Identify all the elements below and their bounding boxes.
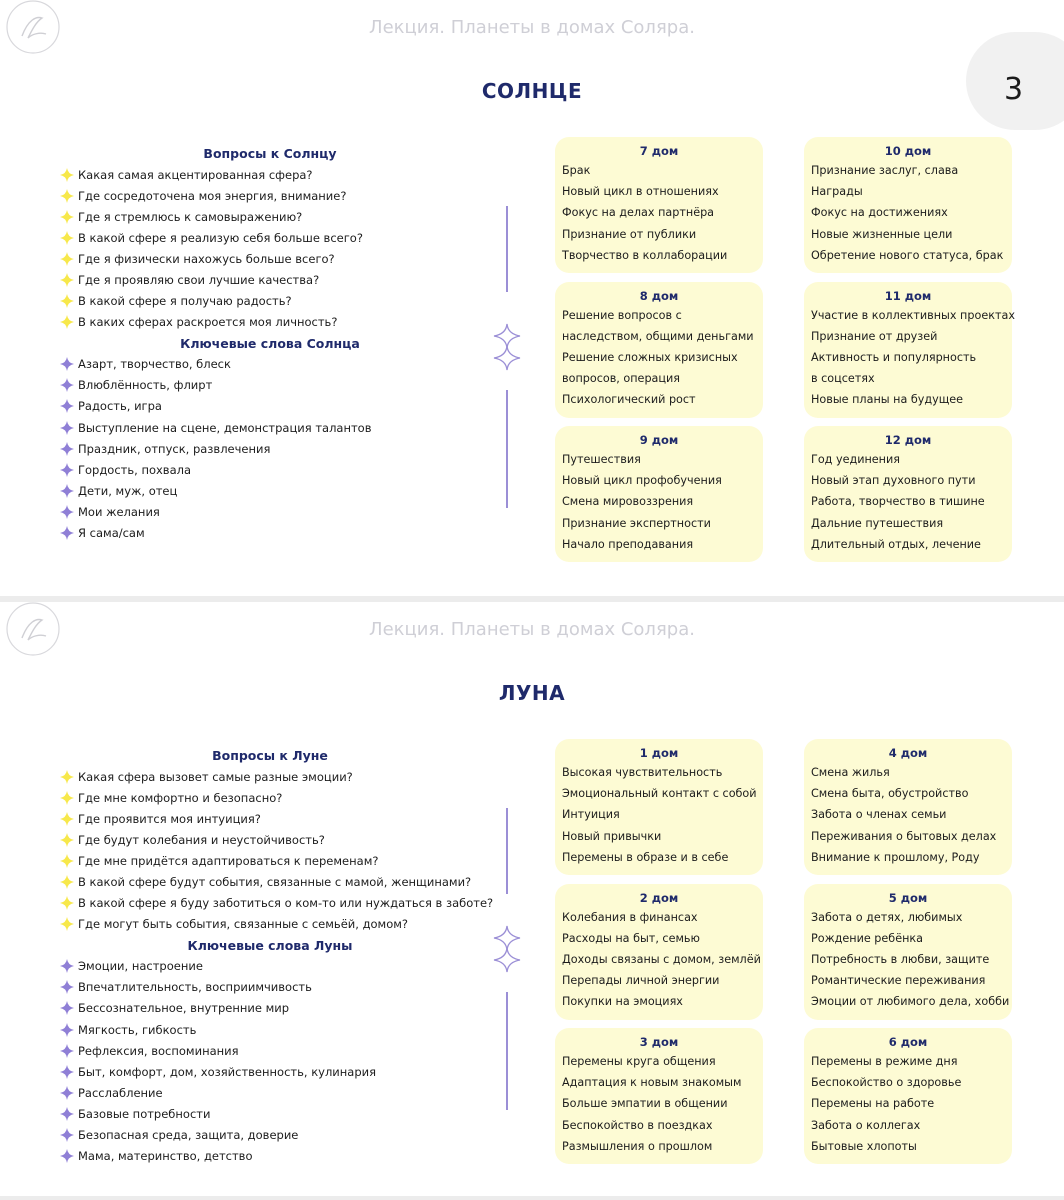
house-item: Доходы связаны с домом, землёй [562,952,761,966]
yellow-sparkle-icon [60,315,74,329]
question-text: В каких сферах раскроется моя личность? [78,315,338,330]
keyword-item [60,956,490,977]
question-item [60,893,494,914]
question-item [60,269,490,290]
page-title: СОЛНЦЕ [481,79,583,103]
keyword-text: Рефлексия, воспоминания [78,1043,239,1058]
keywords-title: Ключевые слова Солнца [180,335,360,351]
house-title: 10 дом [884,144,932,158]
yellow-sparkle-icon [60,770,74,784]
question-item [60,248,490,269]
violet-sparkle-icon [60,1086,74,1100]
question-item [60,164,490,185]
house-item: Дальние путешествия [811,516,944,530]
slide-moon [0,602,1064,1198]
keyword-text: Гордость, похвала [78,462,192,477]
house-item: Рождение ребёнка [811,931,924,945]
house-item: Эмоциональный контакт с собой [562,787,757,801]
house-item: Смена жилья [811,766,890,779]
question-item [60,766,490,787]
question-text: Где я проявляю свои лучшие качества? [78,273,320,288]
keyword-text: Быт, комфорт, дом, хозяйственность, кулинария [78,1064,377,1079]
house-title: 4 дом [888,746,928,760]
keyword-item [60,1103,490,1124]
house-card [804,884,1012,1020]
house-item: вопросов, операция [562,372,681,386]
question-text: Какая самая акцентированная сфера? [78,167,313,182]
slide-sun [0,0,1064,596]
question-text: В какой сфере я реализую себя больше всего? [78,230,363,245]
keywords-list [60,354,490,544]
keyword-item [60,1125,490,1146]
violet-sparkle-icon [60,1023,74,1037]
keyword-text: Эмоции, настроение [78,959,203,974]
question-text: В какой сфере я буду заботиться о ком-то или нуждаться в заботе? [78,896,494,911]
house-item: Новые жизненные цели [811,227,953,241]
house-item: Решение вопросов с [562,308,682,322]
question-item [60,871,490,892]
violet-sparkle-icon [60,484,74,498]
question-item [60,829,490,850]
house-item: Перепады личной энергии [562,974,720,988]
violet-sparkle-icon [60,357,74,371]
violet-sparkle-icon [60,378,74,392]
violet-sparkle-icon [60,442,74,456]
keyword-item [60,977,490,998]
house-item: Признание от друзей [811,329,938,343]
house-item: Перемены в режиме дня [811,1055,958,1068]
keyword-item [60,354,490,375]
house-card [804,137,1012,273]
house-item: Участие в коллективных проектах [811,308,1015,322]
house-item: Забота о членах семьи [811,808,947,822]
divider-line-bottom [506,390,508,508]
question-item [60,808,490,829]
house-card [555,137,763,273]
house-title: 1 дом [639,746,679,760]
house-item: Признание экспертности [562,516,711,530]
house-item: Потребность в любви, защите [811,952,990,966]
keyword-item [60,417,490,438]
question-item [60,227,490,248]
house-item: Новый цикл профобучения [562,474,722,488]
yellow-sparkle-icon [60,896,74,910]
violet-sparkle-icon [60,505,74,519]
keyword-text: Я сама/сам [78,526,145,541]
house-item: Больше эмпатии в общении [562,1097,728,1111]
keyword-item [60,438,490,459]
house-item: Признание заслуг, слава [811,164,959,177]
house-item: Покупки на эмоциях [562,995,683,1009]
questions-and-keywords [60,745,494,1167]
keyword-item [60,1040,490,1061]
violet-sparkle-icon [60,463,74,477]
house-item: Смена мировоззрения [562,495,694,509]
house-item: Награды [811,185,863,199]
house-item: Новый привычки [562,829,662,843]
house-card [555,739,763,875]
question-item [60,291,490,312]
house-item: Бытовые хлопоты [811,1139,917,1153]
keywords-list [60,956,490,1167]
house-title: 11 дом [884,288,932,303]
keywords-title: Ключевые слова Луны [187,937,353,953]
question-item [60,206,490,227]
house-item: в соцсетях [811,372,875,386]
question-text: Где мне комфортно и безопасно? [78,790,283,805]
question-text: Какая сфера вызовет самые разные эмоции? [78,769,353,784]
violet-sparkle-icon [60,959,74,973]
keyword-item [60,523,490,544]
keyword-text: Базовые потребности [78,1106,211,1121]
keyword-item [60,480,490,501]
lecture-header: Лекция. Планеты в домах Соляра. [369,619,695,640]
house-card [804,739,1012,875]
violet-sparkle-icon [60,421,74,435]
double-star-icon [490,924,524,976]
question-text: В какой сфере будут события, связанные с мамой, женщинами? [78,875,472,890]
house-card [804,426,1012,562]
violet-sparkle-icon [60,980,74,994]
question-item [60,787,490,808]
keyword-text: Праздник, отпуск, развлечения [78,441,271,456]
yellow-sparkle-icon [60,791,74,805]
house-item: Внимание к прошлому, Роду [811,850,980,864]
question-text: Где я физически нахожусь больше всего? [78,251,335,266]
violet-sparkle-icon [60,399,74,413]
keyword-text: Впечатлительность, восприимчивость [78,980,312,995]
violet-sparkle-icon [60,1065,74,1079]
question-text: Где мне придётся адаптироваться к переменам? [78,853,379,868]
keyword-text: Выступление на сцене, демонстрация талантов [78,420,372,435]
keyword-text: Азарт, творчество, блеск [78,357,231,372]
keyword-item [60,1019,490,1040]
question-text: В какой сфере я получаю радость? [78,294,292,309]
violet-sparkle-icon [60,1044,74,1058]
house-item: Творчество в коллаборации [562,248,728,262]
question-text: Где я стремлюсь к самовыражению? [78,209,303,224]
house-title: 8 дом [639,288,679,303]
questions-title: Вопросы к Луне [212,748,328,763]
divider-line-bottom [506,992,508,1110]
house-card [555,884,763,1020]
house-item: Новый этап духовного пути [811,474,976,488]
divider-line-top [506,808,508,894]
house-item: Активность и популярность [811,350,977,364]
question-item [60,185,490,206]
yellow-sparkle-icon [60,168,74,182]
divider-line-top [506,206,508,292]
house-card [555,282,763,418]
question-item [60,312,490,333]
house-item: Переживания о бытовых делах [811,829,997,843]
keyword-text: Безопасная среда, защита, доверие [78,1128,299,1143]
house-item: Беспокойство о здоровье [811,1076,962,1090]
yellow-sparkle-icon [60,875,74,889]
house-item: Брак [562,164,591,177]
questions-and-keywords [60,143,490,544]
house-item: Путешествия [562,453,641,466]
violet-sparkle-icon [60,1001,74,1015]
house-item: Психологический рост [562,393,696,407]
yellow-sparkle-icon [60,812,74,826]
house-item: Год уединения [811,453,900,466]
house-item: наследством, общими деньгами [562,329,754,343]
house-item: Интуиция [562,808,620,822]
lecture-header: Лекция. Планеты в домах Соляра. [369,17,695,38]
house-item: Новые планы на будущее [811,393,964,407]
yellow-sparkle-icon [60,273,74,287]
keyword-item [60,998,490,1019]
questions-title: Вопросы к Солнцу [203,146,337,161]
question-text: Где сосредоточена моя энергия, внимание? [78,188,347,203]
house-item: Забота о детях, любимых [811,910,963,924]
questions-list [60,164,490,333]
yellow-sparkle-icon [60,210,74,224]
house-card [555,1028,763,1164]
house-item: Смена быта, обустройство [811,787,969,801]
house-card [804,282,1015,418]
keyword-text: Бессознательное, внутренние мир [78,1001,290,1016]
keyword-item [60,396,490,417]
keyword-text: Мама, материнство, детство [78,1149,253,1164]
house-item: Беспокойство в поездках [562,1118,713,1132]
house-title: 7 дом [639,144,679,158]
keyword-text: Расслабление [78,1085,163,1100]
keyword-item [60,1061,490,1082]
house-title: 12 дом [884,433,932,447]
keyword-text: Мягкость, гибкость [78,1022,197,1037]
keyword-item [60,1082,490,1103]
keyword-text: Радость, игра [78,399,162,414]
house-item: Романтические переживания [811,974,986,988]
question-text: Где могут быть события, связанные с семьёй, домом? [78,917,409,932]
page-number: 3 [1004,72,1024,107]
yellow-sparkle-icon [60,833,74,847]
page-separator [0,1196,1064,1200]
yellow-sparkle-icon [60,231,74,245]
violet-sparkle-icon [60,1128,74,1142]
keyword-item [60,459,490,480]
house-item: Перемены круга общения [562,1055,716,1068]
house-item: Признание от публики [562,227,697,241]
house-title: 9 дом [639,433,679,447]
question-text: Где будут колебания и неустойчивость? [78,832,325,847]
house-card [804,1028,1012,1164]
house-title: 2 дом [639,890,679,905]
house-item: Эмоции от любимого дела, хобби [811,995,1010,1009]
house-item: Новый цикл в отношениях [562,185,719,199]
violet-sparkle-icon [60,1107,74,1121]
house-item: Фокус на делах партнёра [562,206,715,220]
yellow-sparkle-icon [60,189,74,203]
house-item: Адаптация к новым знакомым [562,1076,742,1090]
yellow-sparkle-icon [60,294,74,308]
keyword-item [60,501,490,522]
house-item: Колебания в финансах [562,910,698,924]
house-item: Фокус на достижениях [811,206,948,220]
keyword-text: Мои желания [78,504,160,519]
questions-list [60,766,494,935]
house-item: Перемены в образе и в себе [562,850,729,864]
house-item: Работа, творчество в тишине [811,495,985,509]
question-text: Где проявится моя интуиция? [78,811,261,826]
house-item: Размышления о прошлом [562,1139,713,1153]
house-item: Расходы на быт, семью [562,931,700,945]
keyword-item [60,1146,490,1167]
house-title: 5 дом [888,890,928,905]
house-item: Начало преподавания [562,537,694,551]
keyword-item [60,375,490,396]
violet-sparkle-icon [60,526,74,540]
house-item: Решение сложных кризисных [562,350,738,364]
double-star-icon [490,322,524,374]
violet-sparkle-icon [60,1149,74,1163]
house-item: Длительный отдых, лечение [811,537,981,551]
yellow-sparkle-icon [60,917,74,931]
house-item: Забота о коллегах [811,1118,921,1132]
keyword-text: Влюблённость, флирт [78,378,213,393]
house-card [555,426,763,562]
question-item [60,914,490,935]
house-item: Обретение нового статуса, брак [811,248,1004,262]
keyword-text: Дети, муж, отец [78,483,178,498]
house-item: Перемены на работе [811,1097,935,1111]
house-title: 3 дом [639,1035,679,1049]
house-title: 6 дом [888,1035,928,1049]
house-item: Высокая чувствительность [562,766,723,779]
page-title: ЛУНА [498,681,566,705]
yellow-sparkle-icon [60,854,74,868]
yellow-sparkle-icon [60,252,74,266]
question-item [60,850,490,871]
